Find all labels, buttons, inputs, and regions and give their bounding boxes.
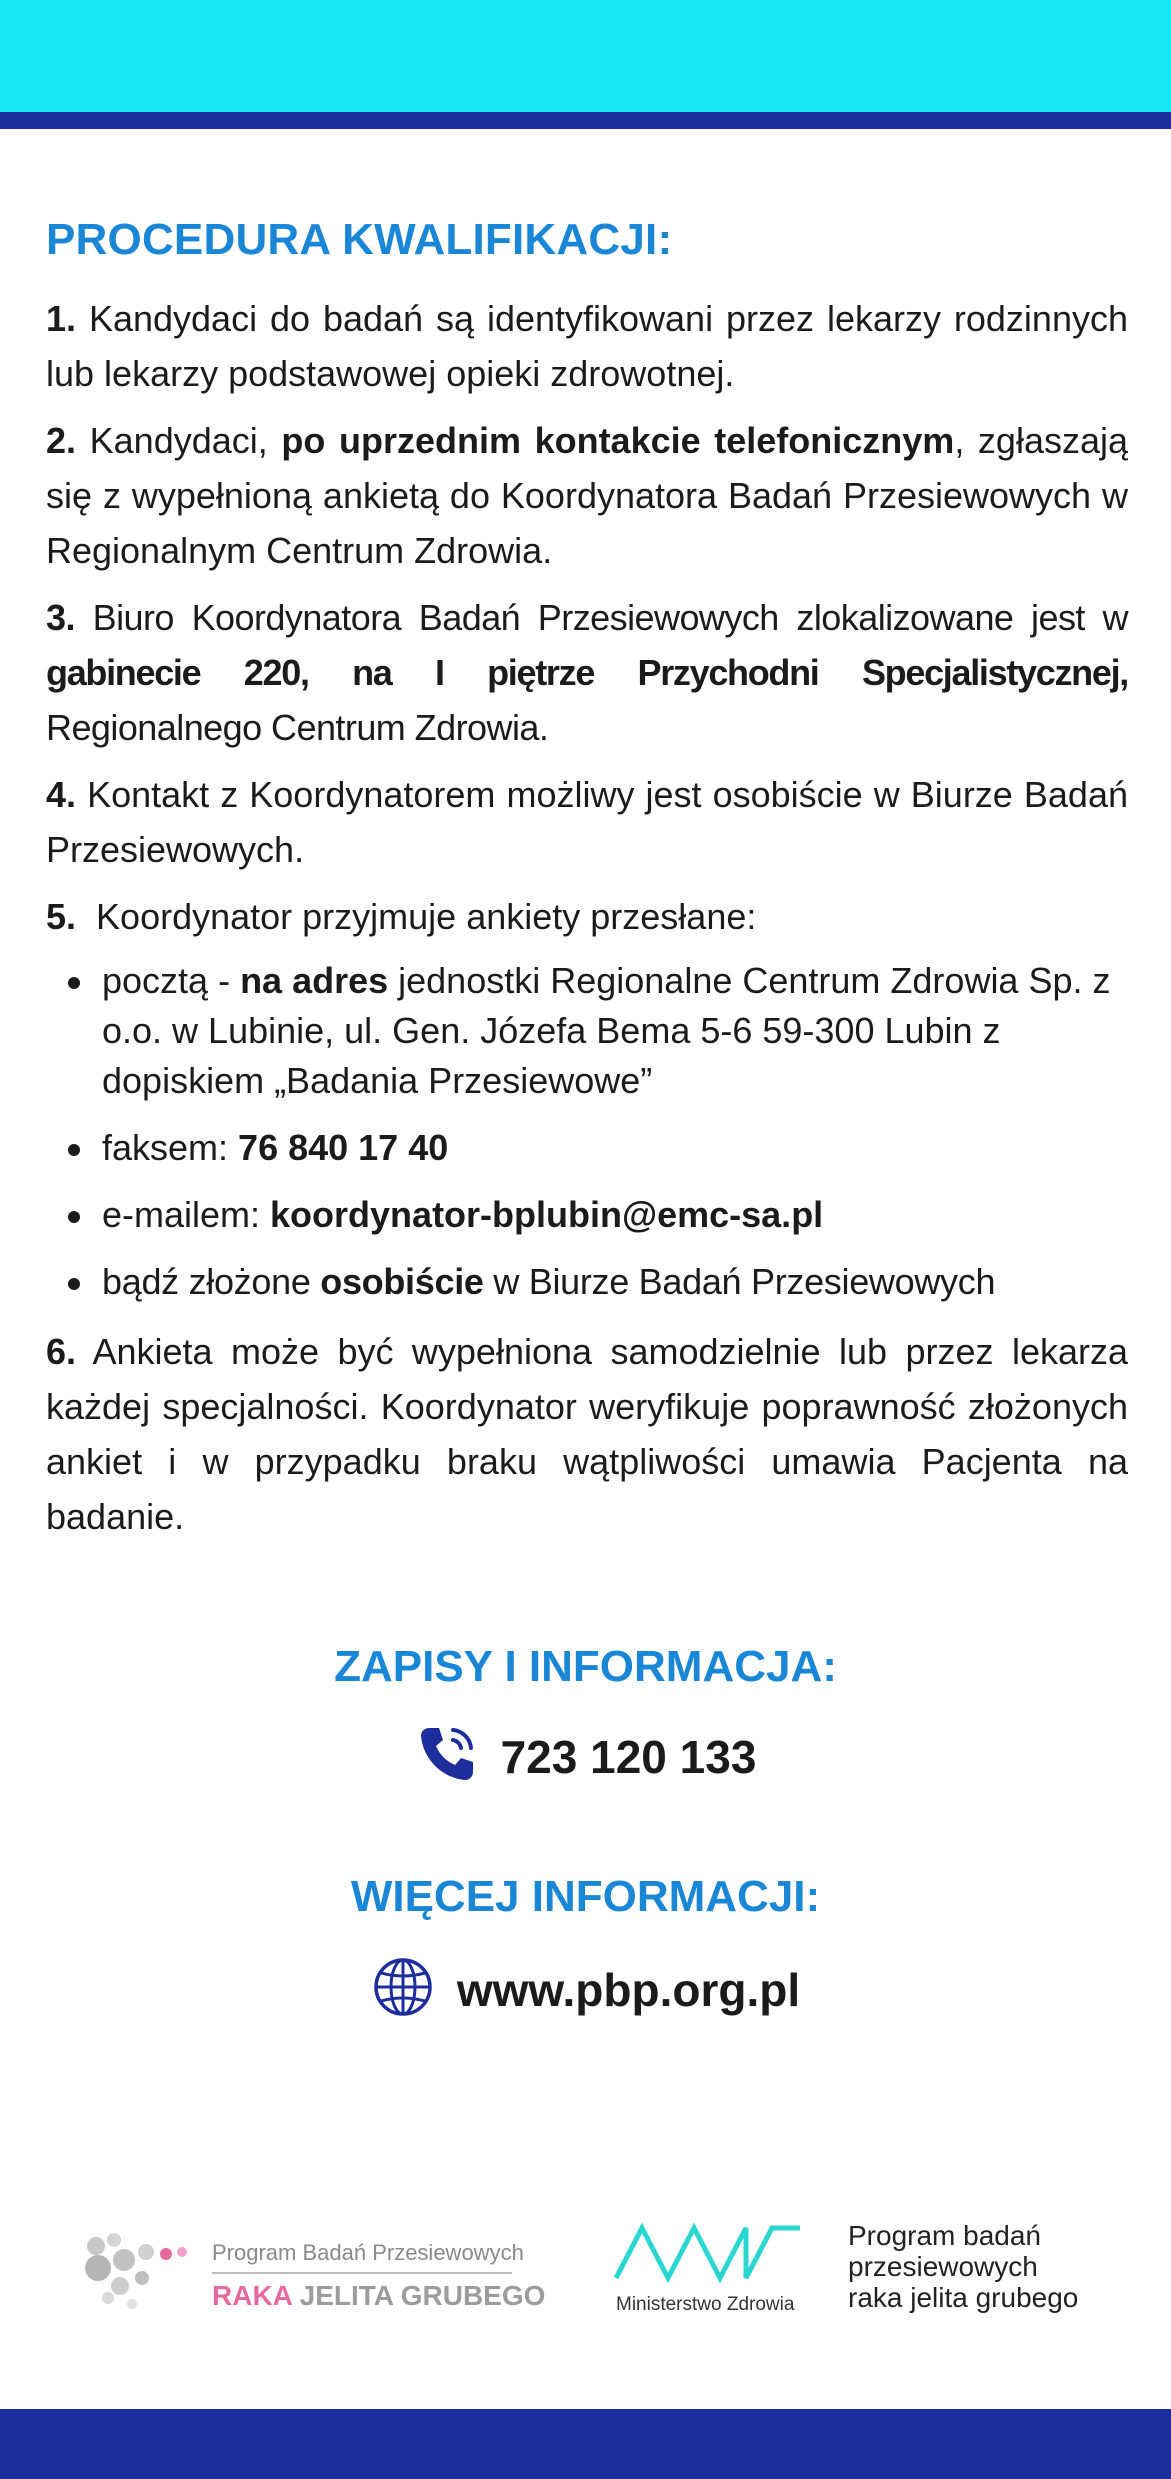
more-info-heading-block <box>0 1872 1171 1922</box>
procedure-item-3 <box>46 590 1128 755</box>
item-text: Regionalnego Centrum Zdrowia. <box>46 707 549 748</box>
item-text: Kandydaci do badań są identyfikowani przez lekarzy rodzinnych lub lekarzy podstawowej opieki zdrowotnej. <box>46 298 1128 394</box>
procedure-heading: PROCEDURA KWALIFIKACJI: <box>46 215 673 264</box>
ministry-caption: Ministerstwo Zdrowia <box>616 2294 795 2315</box>
ministry-of-health-logo <box>612 2218 812 2328</box>
phone-icon <box>415 1722 479 1791</box>
program2-line3: raka jelita grubego <box>848 2282 1079 2313</box>
item-text: Kontakt z Koordynatorem możliwy jest osobiście w Biurze Badań Przesiewowych. <box>46 774 1128 870</box>
program-text-logo <box>848 2220 1078 2313</box>
item-number: 2. <box>46 420 77 461</box>
submission-methods-list <box>46 956 1128 1307</box>
item-text: Kandydaci, <box>76 420 282 461</box>
program-logo-rule <box>212 2272 512 2274</box>
program-logo-line2 <box>212 2280 545 2312</box>
raka-word: RAKA <box>212 2280 292 2311</box>
website-row <box>0 1955 1171 2024</box>
bullet-text: faksem: <box>102 1127 239 1168</box>
more-info-heading: WIĘCEJ INFORMACJI: <box>350 1872 821 1921</box>
procedure-item-2 <box>46 413 1128 578</box>
phone-number[interactable]: 723 120 133 <box>500 1730 757 1783</box>
list-item-personal <box>102 1257 1128 1307</box>
bottom-navy-band <box>0 2409 1171 2479</box>
procedure-section <box>46 215 1128 1556</box>
item-number: 4. <box>46 774 77 815</box>
program-logo-line1: Program Badań Przesiewowych <box>212 2240 524 2265</box>
program2-line2: przesiewowych <box>848 2251 1038 2282</box>
bullet-text: pocztą - <box>102 960 241 1001</box>
top-cyan-band <box>0 0 1171 112</box>
bullet-bold-text: osobiście <box>320 1261 484 1302</box>
item-text: Koordynator przyjmuje ankiety przesłane: <box>76 896 757 937</box>
logos-strip <box>0 2210 1171 2330</box>
item-text: , zgłaszają się z wypełnioną ankietą do Koordynatora Badań Przesiewowych w Regionalnym Centrum Zdrowia. <box>46 420 1129 571</box>
dots-mark-icon <box>84 2224 204 2324</box>
bullet-text: w Biurze Badań Przesiewowych <box>483 1261 996 1302</box>
registration-heading-block <box>0 1642 1171 1692</box>
bullet-text: jednostki Regionalne Centrum Zdrowia Sp. z o.o. w Lubinie, ul. Gen. Józefa Bema 5-6 59-300 Lubin z dopiskiem „Badania Przesiewowe” <box>102 960 1111 1101</box>
program2-line1: Program badań <box>848 2220 1042 2251</box>
bullet-bold-text: na adres <box>240 960 389 1001</box>
registration-heading: ZAPISY I INFORMACJA: <box>334 1642 837 1691</box>
item-number: 3. <box>46 597 75 638</box>
list-item-email <box>102 1190 1128 1240</box>
bullet-text: bądź złożone <box>102 1261 321 1302</box>
bullet-text: e-mailem: <box>102 1194 271 1235</box>
fax-number: 76 840 17 40 <box>238 1127 449 1168</box>
website-link[interactable]: www.pbp.org.pl <box>456 1963 801 2016</box>
item-number: 5. <box>46 896 77 937</box>
phone-row <box>0 1722 1171 1791</box>
globe-icon <box>371 1955 435 2024</box>
top-navy-stripe <box>0 112 1171 129</box>
screening-program-logo <box>84 2224 546 2324</box>
item-number: 1. <box>46 298 77 339</box>
program-logo-rest: JELITA GRUBEGO <box>291 2280 546 2311</box>
item-bold-text: po uprzednim kontakcie telefonicznym <box>281 420 955 461</box>
list-item-mail <box>102 956 1128 1106</box>
item-text: Ankieta może być wypełniona samodzielnie lub przez lekarza każdej specjalności. Koordynator weryfikuje poprawność złożonych ankiet i w przypadku braku wątpliwości umawia Pacjenta na badanie. <box>46 1331 1128 1537</box>
procedure-item-5 <box>46 889 1128 944</box>
item-bold-text: gabinecie 220, na I piętrze Przychodni Specjalistycznej, <box>46 652 1128 693</box>
procedure-item-4 <box>46 767 1128 877</box>
email-address: koordynator-bplubin@emc-sa.pl <box>270 1194 824 1235</box>
procedure-item-1 <box>46 291 1128 401</box>
item-number: 6. <box>46 1331 77 1372</box>
ministry-mark-icon <box>612 2218 802 2288</box>
item-text: Biuro Koordynatora Badań Przesiewowych zlokalizowane jest w <box>74 597 1128 638</box>
procedure-item-6 <box>46 1324 1128 1544</box>
list-item-fax <box>102 1123 1128 1173</box>
